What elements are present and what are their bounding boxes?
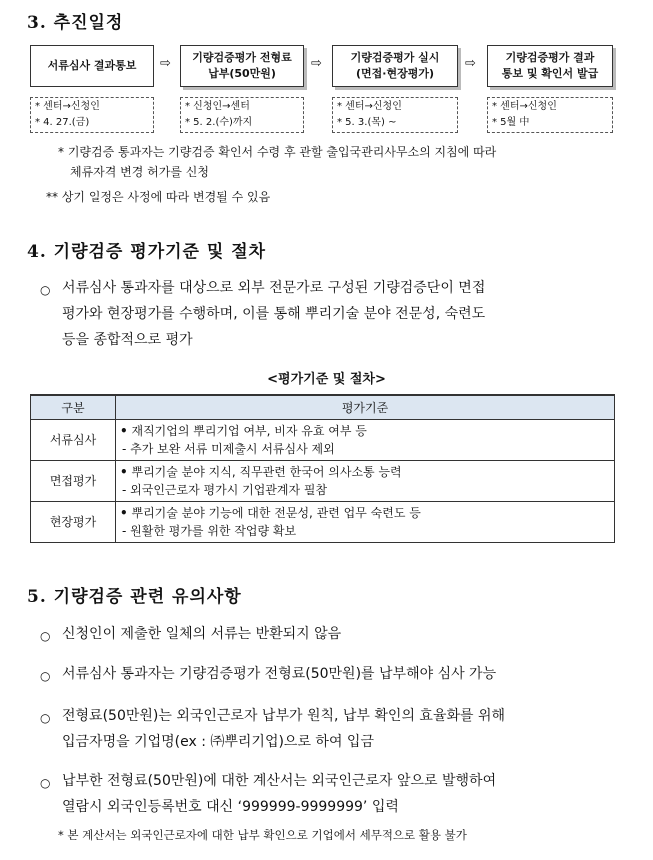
flow-step-3-label-1: 기량검증평가 실시: [350, 51, 440, 64]
flow-step-4-label-1: 기량검증평가 결과: [505, 51, 595, 64]
table-row-criteria: [116, 502, 615, 543]
flow-arrow-icon: ⇨: [160, 56, 171, 71]
section-4-para-line-2: 평가와 현장평가를 수행하며, 이를 통해 뿌리기술 분야 전문성, 숙련도: [62, 306, 486, 322]
notice-item-4-line-2: 열람시 외국인등록번호 대신 ‘999999-9999999’ 입력: [62, 799, 399, 815]
table-header-category: 구분: [31, 395, 116, 420]
flow-note-4-line-1: * 센터→신청인: [492, 101, 557, 112]
criteria-line-1: 재직기업의 뿌리기업 여부, 비자 유효 여부 등: [131, 424, 367, 438]
flow-arrow-icon: ⇨: [465, 56, 476, 71]
flow-arrow-icon: ⇨: [311, 56, 322, 71]
section-4-para-line-1: 서류심사 통과자를 대상으로 외부 전문가로 구성된 기량검증단이 면접: [62, 280, 486, 296]
flow-note-3-line-2: * 5. 3.(목) ~: [337, 117, 397, 128]
criteria-line-2: - 외국인근로자 평가시 기업관계자 필참: [122, 483, 328, 497]
table-row: [31, 461, 615, 502]
notice-item-3-line-1: 전형료(50만원)는 외국인근로자 납부가 원칙, 납부 확인의 효율화를 위해: [62, 708, 506, 724]
flow-step-3-label-2: (면접·현장평가): [356, 67, 434, 80]
flow-step-2-label-1: 기량검증평가 전형료: [192, 51, 292, 64]
flow-note-3: [332, 97, 458, 133]
footnote-2: ** 상기 일정은 사정에 따라 변경될 수 있음: [46, 190, 271, 204]
flow-step-4-label-2: 통보 및 확인서 발급: [501, 67, 599, 80]
criteria-line-2: - 원활한 평가를 위한 작업량 확보: [122, 524, 297, 538]
section-4-para-line-3: 등을 종합적으로 평가: [62, 332, 193, 348]
footnote-1-line-2: 체류자격 변경 허가를 신청: [70, 165, 209, 179]
flow-step-1-label: 서류심사 결과통보: [47, 59, 137, 72]
flow-note-4: [487, 97, 613, 133]
table-row-criteria: [116, 420, 615, 461]
table-caption: <평가기준 및 절차>: [267, 372, 386, 387]
flow-note-2: [180, 97, 304, 133]
bullet-dot-icon: •: [120, 465, 128, 479]
section-5-footnote: * 본 계산서는 외국인근로자에 대한 납부 확인으로 기업에서 세무적으로 활용 불가: [58, 828, 467, 842]
flow-step-1: [30, 45, 154, 87]
table-row-criteria: [116, 461, 615, 502]
table-row-label: 면접평가: [31, 461, 116, 502]
bullet-circle-icon: ○: [40, 629, 51, 643]
bullet-circle-icon: ○: [40, 283, 51, 297]
flow-note-3-line-1: * 센터→신청인: [337, 101, 402, 112]
flow-note-2-line-1: * 신청인→센터: [185, 101, 250, 112]
flow-note-1: [30, 97, 154, 133]
notice-item-3-line-2: 입금자명을 기업명(ex : ㈜뿌리기업)으로 하여 입금: [62, 734, 374, 750]
flow-note-4-line-2: * 5월 中: [492, 117, 530, 128]
table-row-label: 현장평가: [31, 502, 116, 543]
footnote-1-line-1: * 기량검증 통과자는 기량검증 확인서 수령 후 관할 출입국관리사무소의 지침에 따라: [58, 145, 497, 159]
criteria-line-2: - 추가 보완 서류 미제출시 서류심사 제외: [122, 442, 335, 456]
table-row-label: 서류심사: [31, 420, 116, 461]
criteria-line-1: 뿌리기술 분야 기능에 대한 전문성, 관련 업무 숙련도 등: [131, 506, 421, 520]
bullet-circle-icon: ○: [40, 669, 51, 683]
bullet-circle-icon: ○: [40, 776, 51, 790]
bullet-circle-icon: ○: [40, 711, 51, 725]
section-5-title: 5. 기량검증 관련 유의사항: [27, 587, 242, 607]
flow-step-4: [487, 45, 613, 87]
notice-item-4-line-1: 납부한 전형료(50만원)에 대한 계산서는 외국인근로자 앞으로 발행하여: [62, 773, 497, 789]
section-3-title: 3. 추진일정: [27, 13, 124, 33]
notice-item-1: 신청인이 제출한 일체의 서류는 반환되지 않음: [62, 626, 342, 642]
table-header-criteria: 평가기준: [116, 395, 615, 420]
flow-note-1-line-2: * 4. 27.(금): [35, 117, 90, 128]
flow-note-2-line-2: * 5. 2.(수)까지: [185, 117, 253, 128]
bullet-dot-icon: •: [120, 424, 128, 438]
section-4-title: 4. 기량검증 평가기준 및 절차: [27, 242, 267, 262]
bullet-dot-icon: •: [120, 506, 128, 520]
flow-step-3: [332, 45, 458, 87]
criteria-line-1: 뿌리기술 분야 지식, 직무관련 한국어 의사소통 능력: [131, 465, 402, 479]
flow-step-2-label-2: 납부(50만원): [208, 67, 276, 80]
criteria-table: [30, 394, 615, 543]
flow-note-1-line-1: * 센터→신청인: [35, 101, 100, 112]
notice-item-2: 서류심사 통과자는 기량검증평가 전형료(50만원)를 납부해야 심사 가능: [62, 666, 497, 682]
table-row: [31, 420, 615, 461]
table-row: [31, 502, 615, 543]
flow-step-2: [180, 45, 304, 87]
